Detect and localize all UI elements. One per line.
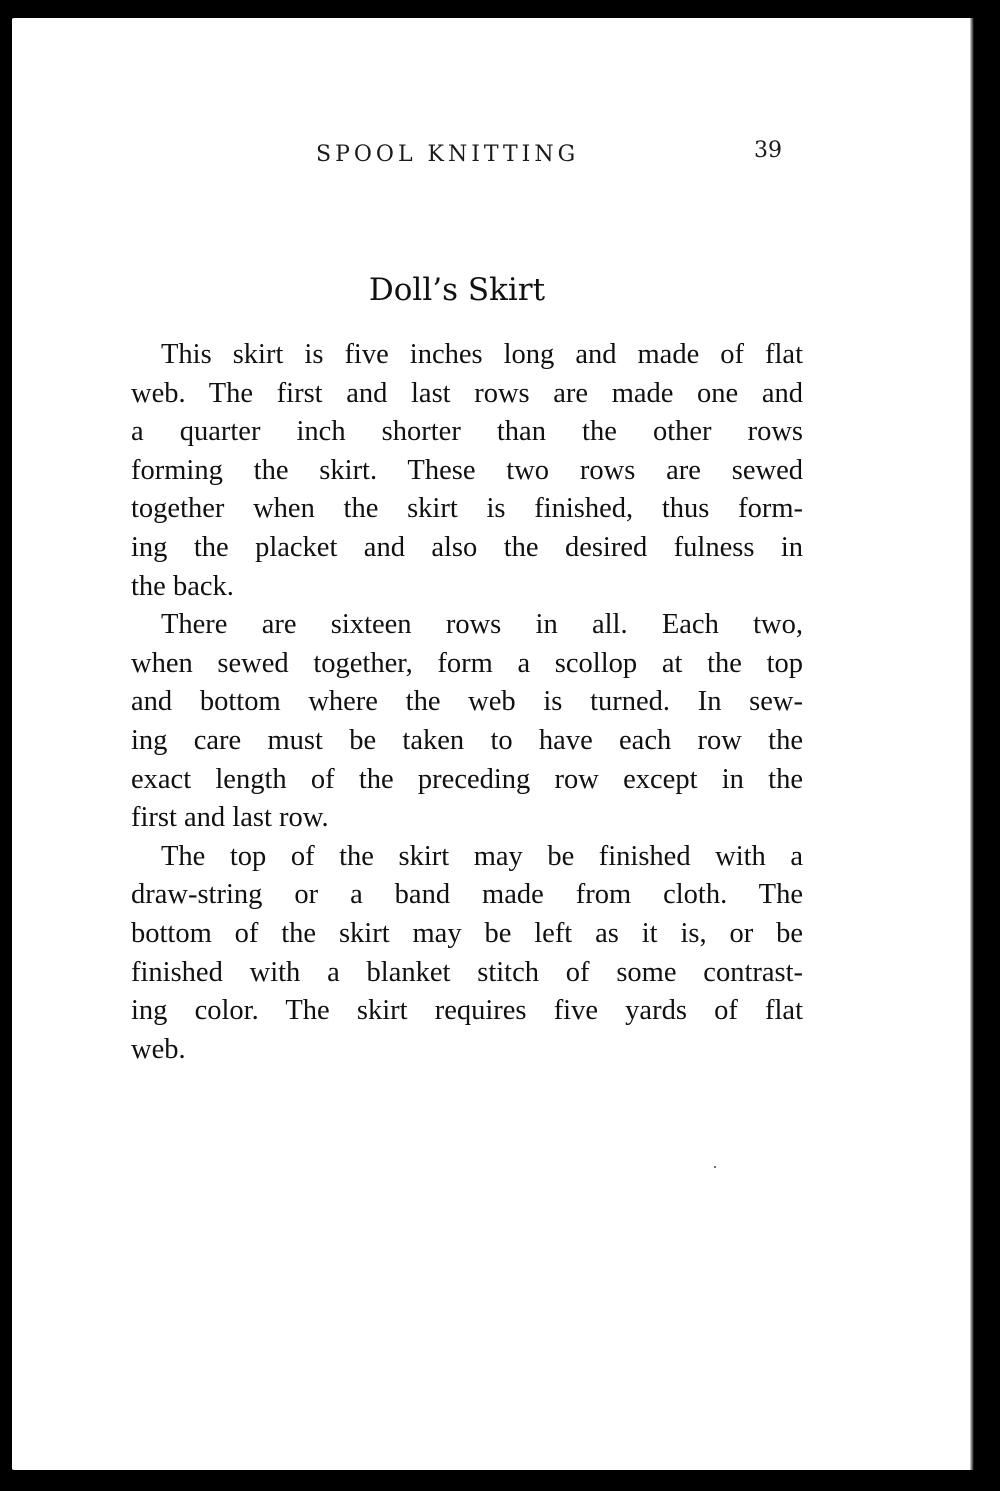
- text-line: a quarter inch shorter than the other rows: [131, 416, 803, 448]
- text-line: web.: [131, 1033, 186, 1065]
- scan-speck: [714, 1166, 716, 1168]
- text-line: ing color. The skirt requires five yards of flat: [131, 995, 803, 1027]
- text-line: together when the skirt is finished, thus form-: [131, 493, 803, 525]
- text-line: the back.: [131, 570, 234, 602]
- text-line: when sewed together, form a scollop at the top: [131, 647, 803, 679]
- text-line: bottom of the skirt may be left as it is, or be: [131, 917, 803, 949]
- paragraph-1: [131, 336, 803, 606]
- text-line: first and last row.: [131, 802, 329, 834]
- paragraph-2: [131, 606, 803, 838]
- text-line: and bottom where the web is turned. In sew-: [131, 686, 803, 718]
- text-line: finished with a blanket stitch of some contrast-: [131, 956, 803, 988]
- text-line: There are sixteen rows in all. Each two,: [161, 609, 803, 641]
- section-title: Doll’s Skirt: [368, 272, 546, 308]
- text-line: ing care must be taken to have each row the: [131, 724, 803, 756]
- text-line: exact length of the preceding row except in the: [131, 763, 803, 795]
- text-line: web. The first and last rows are made one and: [131, 377, 803, 409]
- running-head: SPOOL KNITTING: [316, 142, 580, 167]
- book-page: [12, 18, 970, 1470]
- text-line: This skirt is five inches long and made of flat: [161, 339, 803, 370]
- page-number: 39: [754, 138, 782, 163]
- text-line: ing the placket and also the desired fulness in: [131, 531, 803, 563]
- body-text: [131, 336, 803, 1069]
- text-line: draw-string or a band made from cloth. The: [131, 879, 803, 911]
- text-line: forming the skirt. These two rows are sewed: [131, 454, 803, 486]
- paragraph-3: [131, 838, 803, 1070]
- text-line: The top of the skirt may be finished with a: [161, 840, 803, 872]
